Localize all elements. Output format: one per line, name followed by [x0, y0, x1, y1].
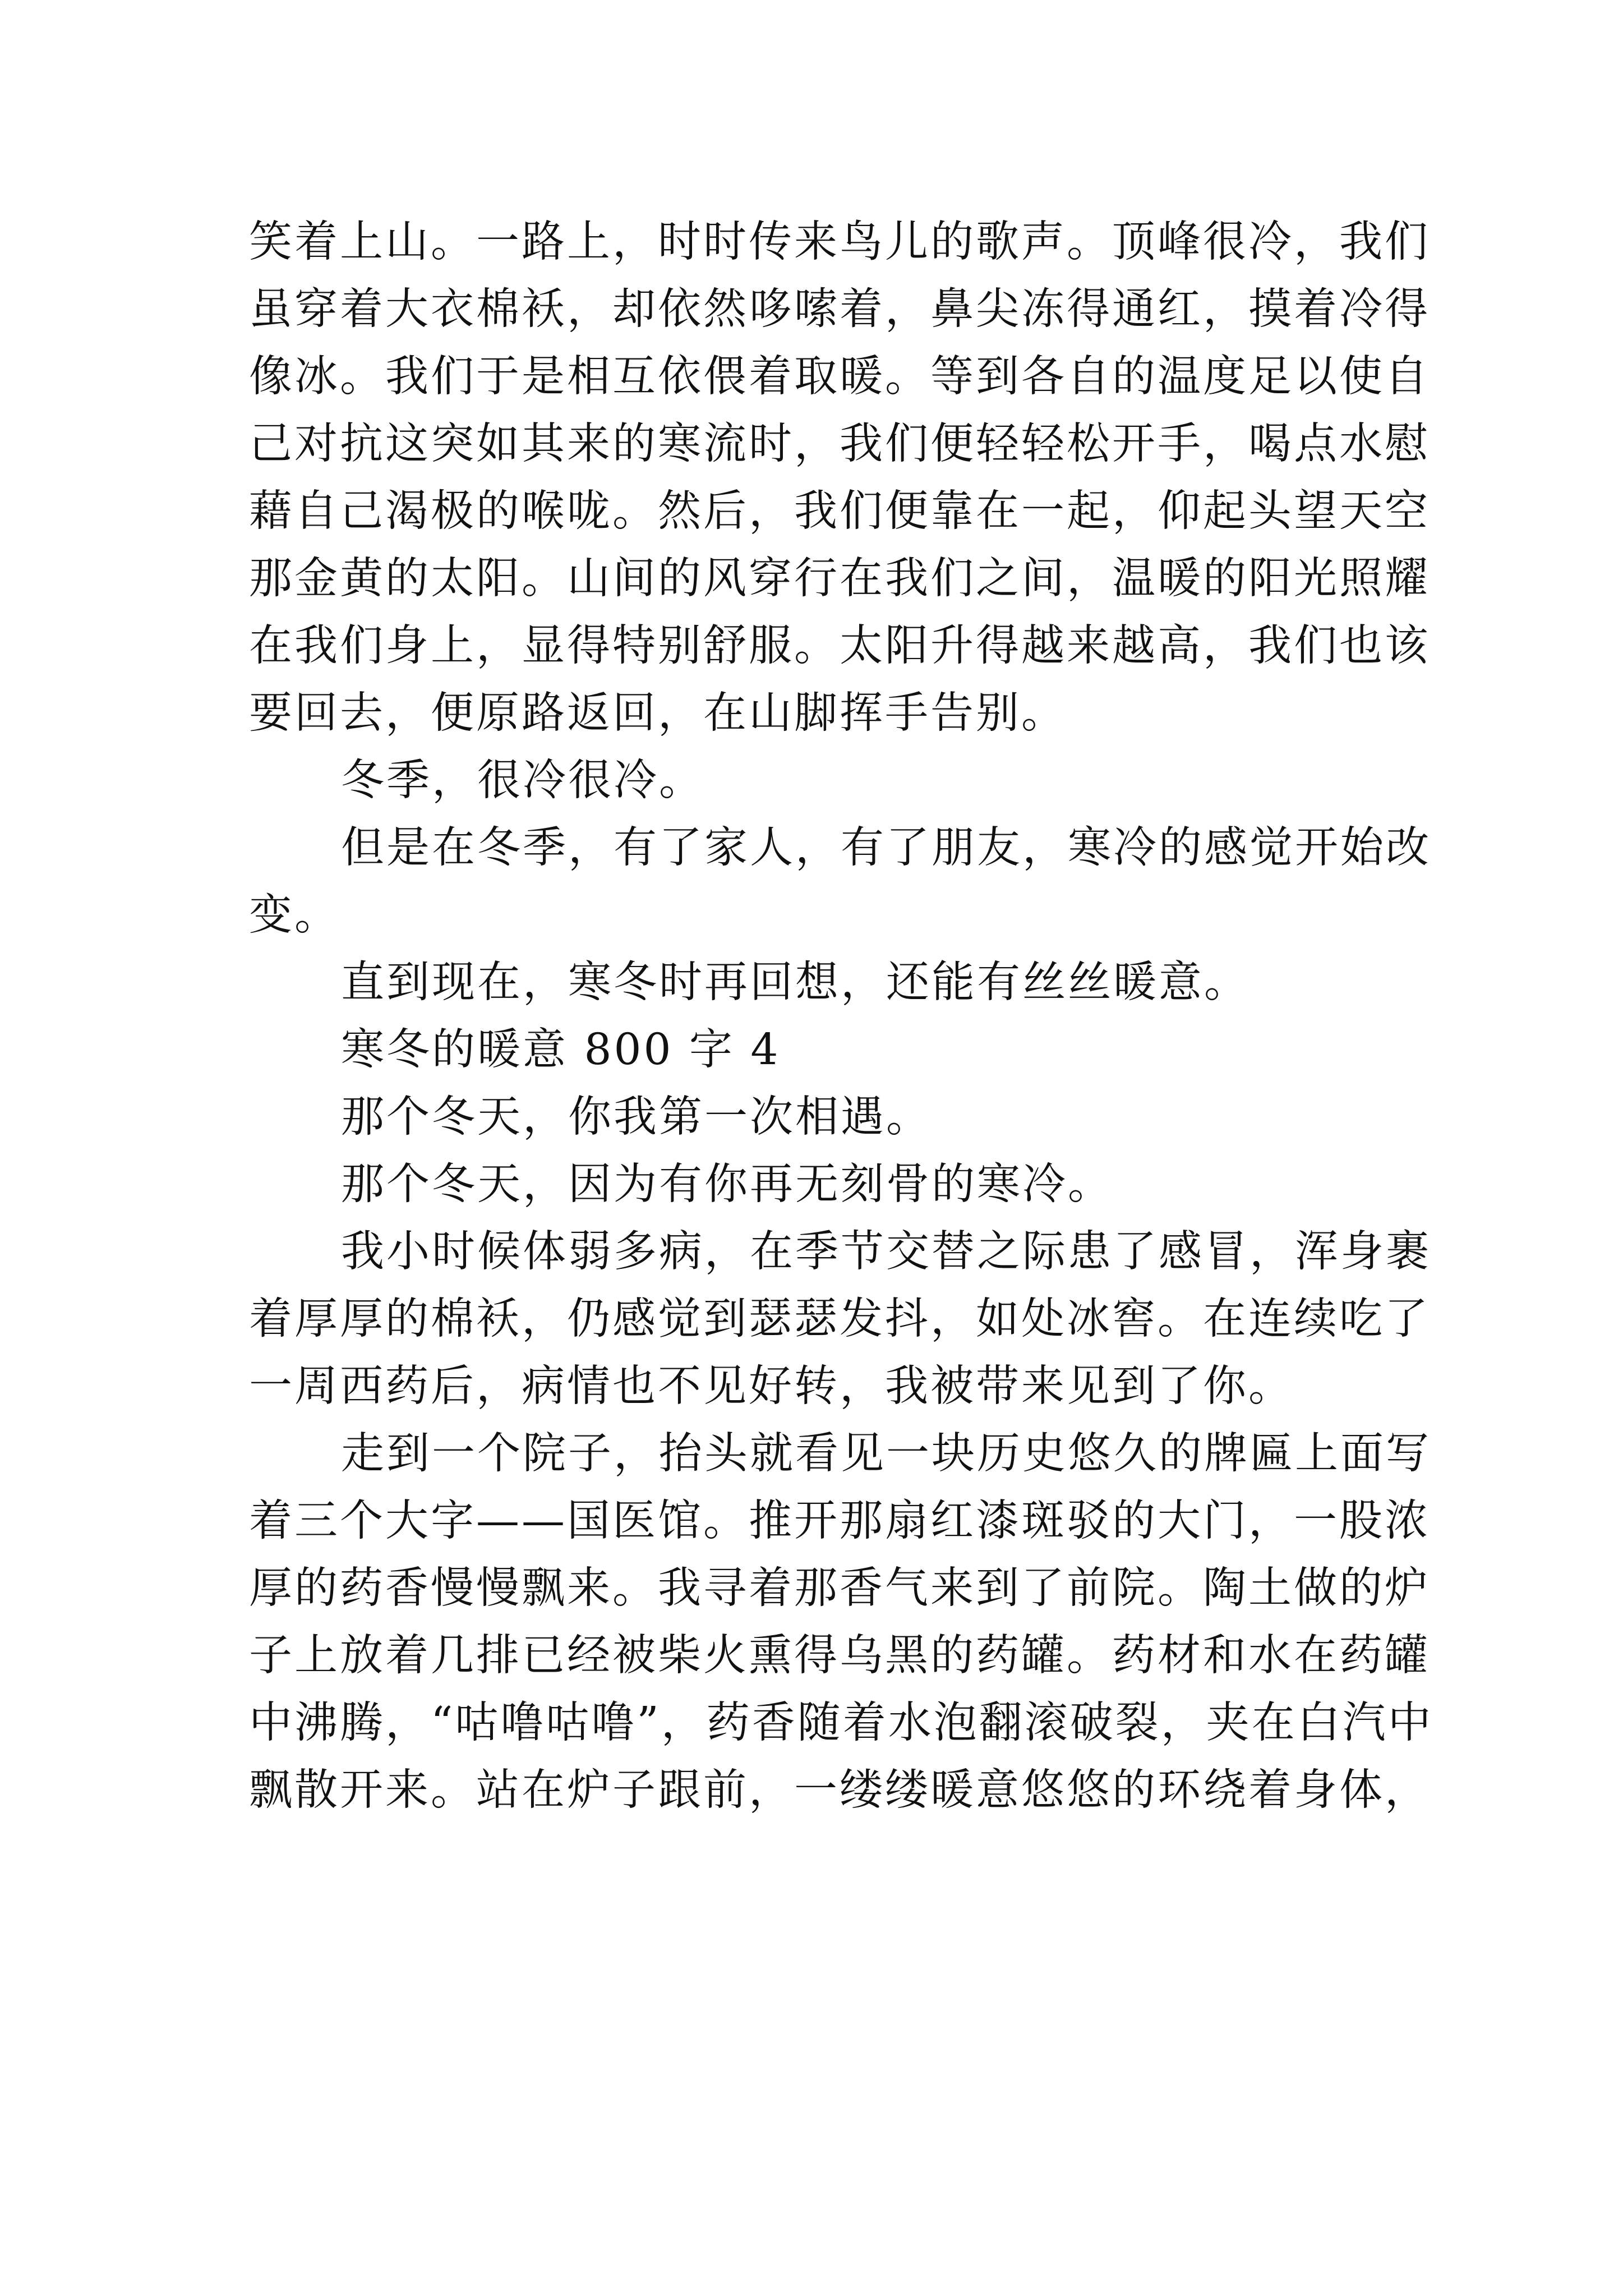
paragraph-line: 那个冬天，你我第一次相遇。	[341, 1092, 932, 1142]
text-line: 像冰。我们于是相互依偎着取暖。等到各自的温度足以使自	[249, 352, 1430, 402]
section-heading: 寒冬的暖意 800 字 4	[341, 1025, 781, 1075]
text-line: 变。	[249, 890, 340, 940]
paragraph-line: 但是在冬季，有了家人，有了朋友，寒冷的感觉开始改	[341, 823, 1431, 873]
text-line: 着三个大字——国医馆。推开那扇红漆斑驳的大门，一股浓	[249, 1496, 1430, 1546]
text-line: 子上放着几排已经被柴火熏得乌黑的药罐。药材和水在药罐	[249, 1631, 1430, 1681]
text-line: 着厚厚的棉袄，仍感觉到瑟瑟发抖，如处冰窖。在连续吃了	[249, 1294, 1430, 1344]
paragraph-line: 我小时候体弱多病，在季节交替之际患了感冒，浑身裹	[341, 1227, 1431, 1277]
text-line: 一周西药后，病情也不见好转，我被带来见到了你。	[249, 1361, 1294, 1411]
text-line: 笑着上山。一路上，时时传来鸟儿的歌声。顶峰很冷，我们	[249, 217, 1430, 267]
paragraph-line: 直到现在，寒冬时再回想，还能有丝丝暖意。	[341, 958, 1249, 1007]
text-line: 飘散开来。站在炉子跟前，一缕缕暖意悠悠的环绕着身体，	[249, 1765, 1430, 1815]
text-line: 己对抗这突如其来的寒流时，我们便轻轻松开手，喝点水慰	[249, 419, 1430, 469]
text-line: 在我们身上，显得特别舒服。太阳升得越来越高，我们也该	[249, 621, 1430, 671]
text-line: 中沸腾，“咕噜咕噜”，药香随着水泡翻滚破裂，夹在白汽中	[249, 1698, 1433, 1748]
paragraph-line: 走到一个院子，抬头就看见一块历史悠久的牌匾上面写	[341, 1429, 1431, 1479]
document-body	[249, 209, 1433, 1824]
text-line: 那金黄的太阳。山间的风穿行在我们之间，温暖的阳光照耀	[249, 554, 1430, 604]
paragraph-line: 那个冬天，因为有你再无刻骨的寒冷。	[341, 1159, 1113, 1209]
text-line: 虽穿着大衣棉袄，却依然哆嗦着，鼻尖冻得通红，摸着冷得	[249, 284, 1430, 334]
text-line: 要回去，便原路返回，在山脚挥手告别。	[249, 688, 1067, 738]
text-line: 厚的药香慢慢飘来。我寻着那香气来到了前院。陶土做的炉	[249, 1563, 1430, 1613]
text-line: 藉自己渴极的喉咙。然后，我们便靠在一起，仰起头望天空	[249, 486, 1430, 536]
paragraph-line: 冬季，很冷很冷。	[341, 756, 704, 806]
